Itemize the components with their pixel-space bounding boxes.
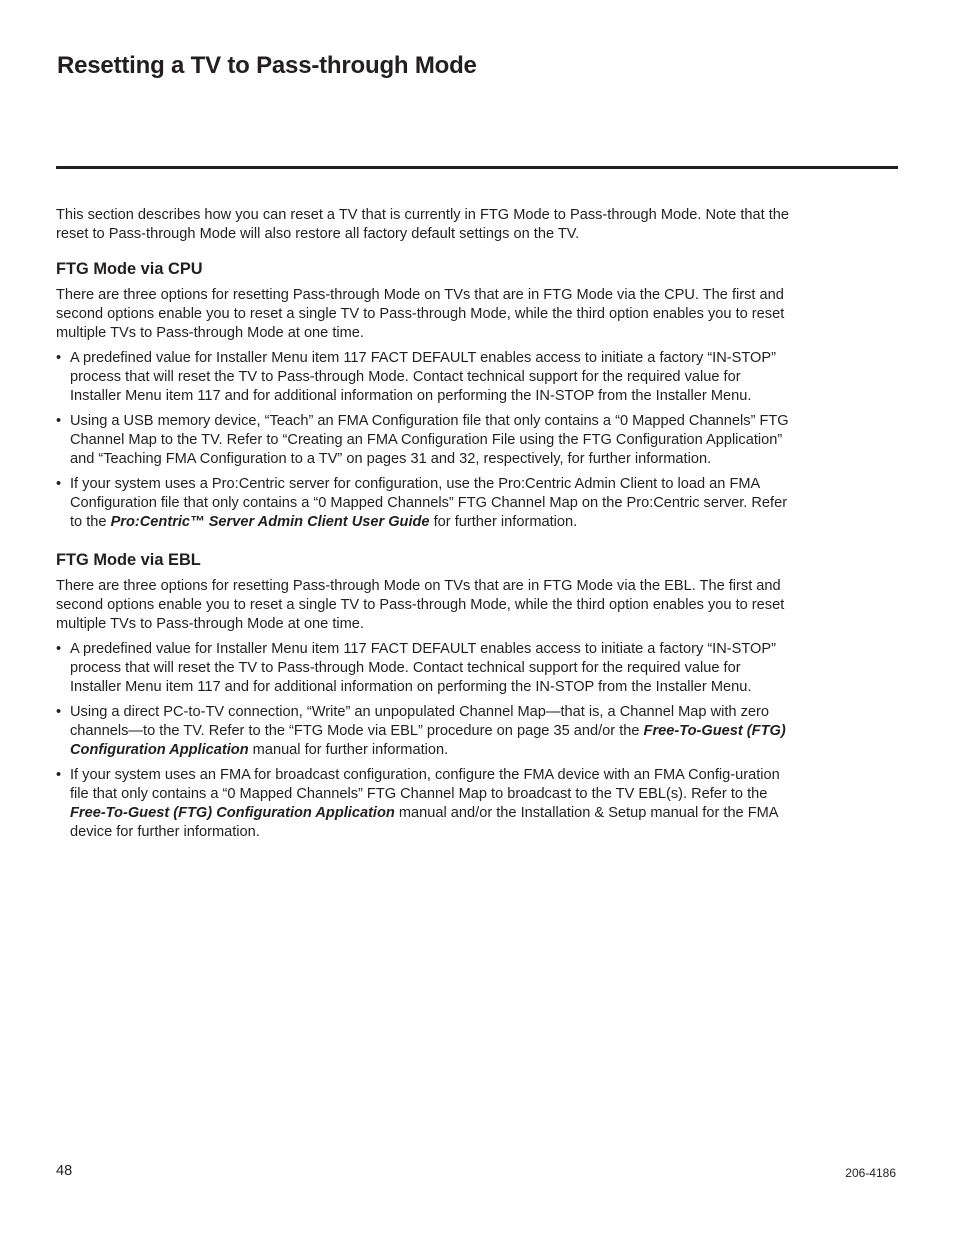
bullet-text: Using a direct PC-to-TV connection, “Write” an unpopulated Channel Map—that is, a Channel Map with zero channels—to the TV. Refer to the “FTG Mode via EBL” procedure on page 35 and/or the xyxy=(70,704,769,739)
list-item xyxy=(56,640,791,697)
document-number: 206-4186 xyxy=(845,1166,896,1180)
bullet-text: for further information. xyxy=(429,514,578,530)
list-item xyxy=(56,412,791,469)
bullet-marker: • xyxy=(56,350,62,366)
page-number: 48 xyxy=(56,1163,73,1179)
section-intro-ebl: There are three options for resetting Pass-through Mode on TVs that are in FTG Mode via the EBL. The first and second options enable you to reset a single TV to Pass-through Mode, while the third option enables you to reset multiple TVs to Pass-through Mode at one time. xyxy=(56,578,785,632)
bullet-marker: • xyxy=(56,767,62,783)
bullet-text: A predefined value for Installer Menu item 117 FACT DEFAULT enables access to initiate a factory “IN-STOP” process that will reset the TV to Pass-through Mode. Contact technical support for the required value for Installer Menu item 117 and for additional information on performing the IN-STOP from the Installer Menu. xyxy=(70,350,776,404)
bullet-text: A predefined value for Installer Menu item 117 FACT DEFAULT enables access to initiate a factory “IN-STOP” process that will reset the TV to Pass-through Mode. Contact technical support for the required value for Installer Menu item 117 and for additional information on performing the IN-STOP from the Installer Menu. xyxy=(70,641,776,695)
list-item xyxy=(56,703,791,760)
title-divider xyxy=(56,166,898,169)
bullet-text: manual and/or the Installation & Setup manual for the FMA device for further information. xyxy=(70,805,778,840)
bullet-marker: • xyxy=(56,641,62,657)
bullet-list-ebl xyxy=(56,640,791,842)
intro-paragraph: This section describes how you can reset a TV that is currently in FTG Mode to Pass-through Mode. Note that the reset to Pass-through Mode will also restore all factory default settings on the TV. xyxy=(56,207,790,242)
bullet-text: If your system uses an FMA for broadcast configuration, configure the FMA device with an FMA Config-uration file that only contains a “0 Mapped Channels” FTG Channel Map to broadcast to the TV EBL(s). Refer to the xyxy=(70,767,780,802)
bullet-marker: • xyxy=(56,413,62,429)
section-intro-cpu: There are three options for resetting Pass-through Mode on TVs that are in FTG Mode via the CPU. The first and second options enable you to reset a single TV to Pass-through Mode, while the third option enables you to reset multiple TVs to Pass-through Mode at one time. xyxy=(56,287,785,341)
section-heading-ebl: FTG Mode via EBL xyxy=(56,551,201,569)
document-reference: Free-To-Guest (FTG) Configuration Application xyxy=(70,805,395,821)
page-title: Resetting a TV to Pass-through Mode xyxy=(57,52,477,79)
list-item xyxy=(56,766,791,842)
bullet-text: Using a USB memory device, “Teach” an FMA Configuration file that only contains a “0 Mapped Channels” FTG Channel Map to the TV. Refer to “Creating an FMA Configuration File using the FTG Configuration Application” and “Teaching FMA Configuration to a TV” on pages 31 and 32, respectively, for further information. xyxy=(70,413,789,467)
bullet-text: manual for further information. xyxy=(248,742,449,758)
list-item xyxy=(56,475,791,532)
bullet-text: If your system uses a Pro:Centric server for configuration, use the Pro:Centric Admin Client to load an FMA Configuration file that only contains a “0 Mapped Channels” FTG Channel Map on the Pro:Centric server. Refer to the xyxy=(70,476,788,530)
section-ftg-mode-via-cpu xyxy=(56,259,791,532)
section-heading-cpu: FTG Mode via CPU xyxy=(56,260,203,278)
bullet-marker: • xyxy=(56,476,62,492)
bullet-list-cpu xyxy=(56,349,791,532)
list-item xyxy=(56,349,791,406)
document-reference: Free-To-Guest (FTG) Configuration Application xyxy=(70,723,786,758)
bullet-marker: • xyxy=(56,704,62,720)
section-ftg-mode-via-ebl xyxy=(56,550,791,842)
page-content xyxy=(56,206,791,848)
document-reference: Pro:Centric™ Server Admin Client User Guide xyxy=(110,514,430,530)
